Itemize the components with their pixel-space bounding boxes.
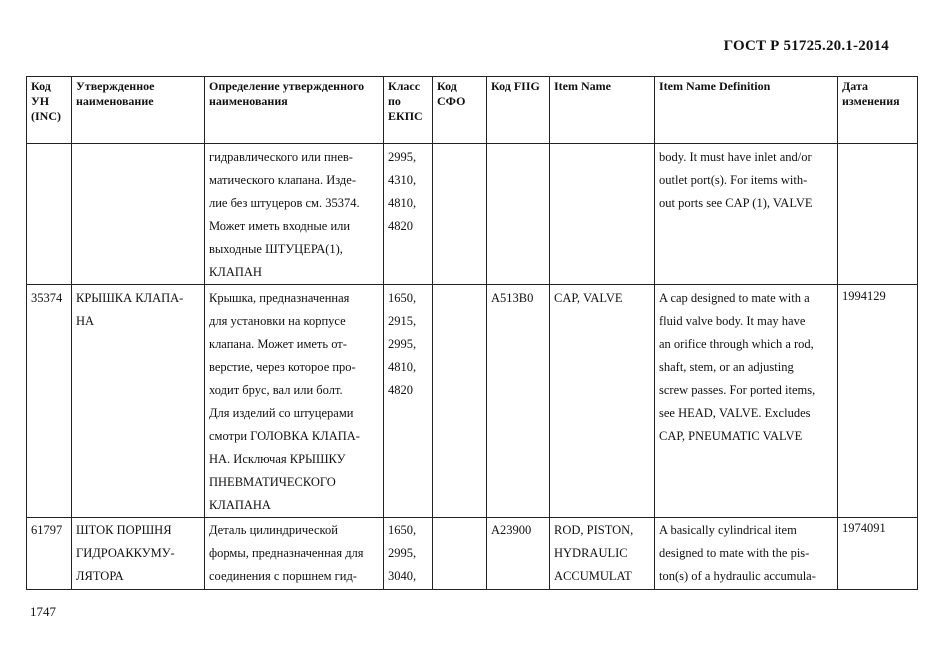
table-header-row: [27, 77, 918, 144]
cell-class: 1650, 2915, 2995, 4810, 4820: [384, 285, 433, 518]
classification-table: [26, 76, 918, 590]
page-number: 1747: [30, 604, 56, 619]
cell-inc: 35374: [27, 285, 72, 518]
cell-sfo: [433, 285, 487, 518]
cell-fiig: A23900: [487, 518, 550, 590]
cell-sfo: [433, 144, 487, 285]
cell-class: 1650, 2995, 3040,: [384, 518, 433, 590]
cell-change-date: 1994129: [838, 285, 918, 518]
cell-approved-name: [72, 144, 205, 285]
cell-inc: [27, 144, 72, 285]
header-name-definition: Определение утвержденного наименования: [205, 77, 384, 144]
table-row: [27, 518, 918, 590]
header-inc: Код УН (INC): [27, 77, 72, 144]
header-fiig: Код FIIG: [487, 77, 550, 144]
header-item-name: Item Name: [550, 77, 655, 144]
cell-item-name: ROD, PISTON, HYDRAULIC ACCUMULAT: [550, 518, 655, 590]
cell-sfo: [433, 518, 487, 590]
cell-item-definition: A cap designed to mate with a fluid valve body. It may have an orifice through which a rod, shaft, stem, or an adjusting screw passes. For ported items, see HEAD, VALVE. Excludes CAP, PNEUMATIC VALVE: [655, 285, 838, 518]
header-change-date: Дата изменения: [838, 77, 918, 144]
document-standard-header: ГОСТ Р 51725.20.1-2014: [723, 38, 889, 54]
header-sfo: Код СФО: [433, 77, 487, 144]
cell-class: 2995, 4310, 4810, 4820: [384, 144, 433, 285]
cell-change-date: [838, 144, 918, 285]
cell-approved-name: КРЫШКА КЛАПА- НА: [72, 285, 205, 518]
table-row: [27, 144, 918, 285]
cell-fiig: A513B0: [487, 285, 550, 518]
cell-fiig: [487, 144, 550, 285]
cell-definition: гидравлического или пнев- матического клапана. Изде- лие без штуцеров см. 35374. Может иметь входные или выходные ШТУЦЕРА(1), КЛАПАН: [205, 144, 384, 285]
cell-change-date: 1974091: [838, 518, 918, 590]
cell-item-name: [550, 144, 655, 285]
header-approved-name: Утвержденное наименование: [72, 77, 205, 144]
cell-inc: 61797: [27, 518, 72, 590]
cell-item-definition: body. It must have inlet and/or outlet port(s). For items with- out ports see CAP (1), VALVE: [655, 144, 838, 285]
table-row: [27, 285, 918, 518]
cell-approved-name: ШТОК ПОРШНЯ ГИДРОАККУМУ- ЛЯТОРА: [72, 518, 205, 590]
cell-definition: Крышка, предназначенная для установки на корпусе клапана. Может иметь от- верстие, через которое про- ходит брус, вал или болт. Для изделий со штуцерами смотри ГОЛОВКА КЛАПА- НА. Исключая КРЫШКУ ПНЕВМАТИЧЕСКОГО КЛАПАНА: [205, 285, 384, 518]
cell-definition: Деталь цилиндрической формы, предназначенная для соединения с поршнем гид-: [205, 518, 384, 590]
cell-item-definition: A basically cylindrical item designed to mate with the pis- ton(s) of a hydraulic accumula-: [655, 518, 838, 590]
cell-item-name: CAP, VALVE: [550, 285, 655, 518]
header-item-definition: Item Name Definition: [655, 77, 838, 144]
header-class: Класс по ЕКПС: [384, 77, 433, 144]
